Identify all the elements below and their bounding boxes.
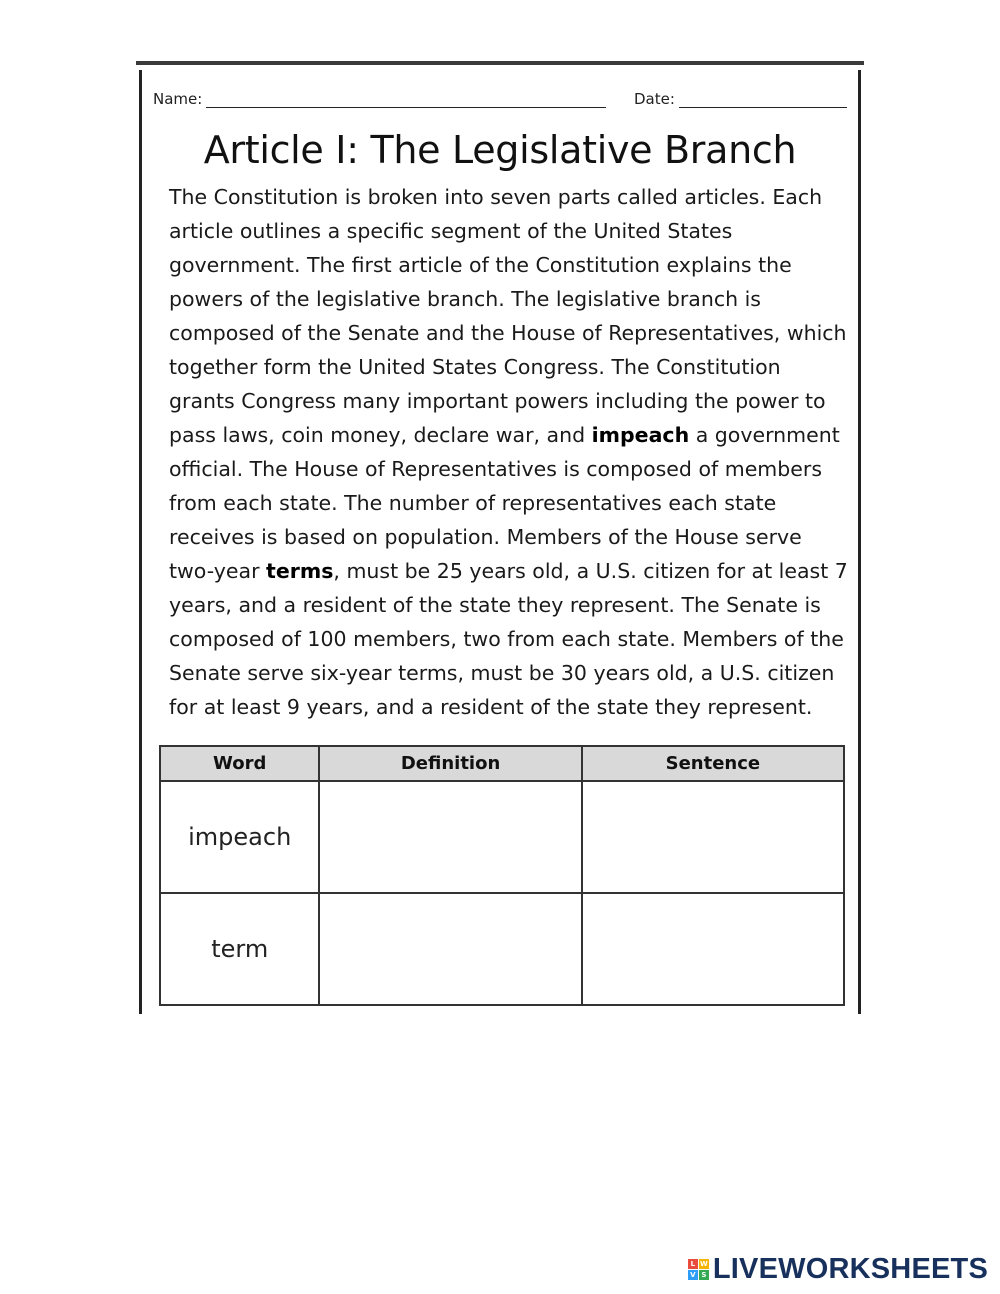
word-cell: term (160, 893, 319, 1005)
top-rule (136, 61, 864, 65)
definition-input[interactable] (319, 781, 581, 893)
vocabulary-table (159, 745, 845, 1006)
liveworksheets-logo-icon (688, 1259, 709, 1280)
header-word: Word (160, 746, 319, 781)
brand-name: LIVEWORKSHEETS (712, 1253, 988, 1285)
word-cell: impeach (160, 781, 319, 893)
reading-passage (169, 180, 849, 724)
name-field[interactable] (153, 90, 606, 108)
page-title: Article I: The Legislative Branch (203, 128, 797, 172)
header-sentence: Sentence (582, 746, 844, 781)
name-label: Name: (153, 90, 203, 108)
logo-cell-l: L (688, 1259, 698, 1269)
logo-cell-w: W (700, 1260, 708, 1268)
definition-input[interactable] (319, 893, 581, 1005)
date-blank[interactable] (679, 91, 847, 108)
logo-cell-v: V (688, 1270, 698, 1280)
table-header-row (160, 746, 844, 781)
date-field[interactable] (634, 90, 847, 108)
vocab-terms: terms (266, 559, 334, 583)
sentence-input[interactable] (582, 893, 844, 1005)
passage-text-2: a government official. The House of Representatives is composed of members from each state. The number of representatives each state receives is based on population. Members of the House serve two-year (169, 423, 840, 583)
logo-cell-s: S (699, 1270, 709, 1280)
passage-text-3: , must be 25 years old, a U.S. citizen for at least 7 years, and a resident of the state they represent. The Senate is composed of 100 members, two from each state. Members of the Senate serve six-year terms, must be 30 years old, a U.S. citizen for at least 9 years, and a resident of the state they represent. (169, 559, 848, 719)
date-label: Date: (634, 90, 675, 108)
passage-text-1: The Constitution is broken into seven parts called articles. Each article outlines a specific segment of the United States government. The first article of the Constitution explains the powers of the legislative branch. The legislative branch is composed of the Senate and the House of Representatives, which together form the United States Congress. The Constitution grants Congress many important powers including the power to pass laws, coin money, declare war, and (169, 185, 847, 447)
name-blank[interactable] (206, 91, 606, 108)
table-row (160, 893, 844, 1005)
table-row (160, 781, 844, 893)
sentence-input[interactable] (582, 781, 844, 893)
liveworksheets-brand[interactable] (688, 1253, 988, 1286)
vocab-impeach: impeach (591, 423, 690, 447)
header-definition: Definition (319, 746, 581, 781)
